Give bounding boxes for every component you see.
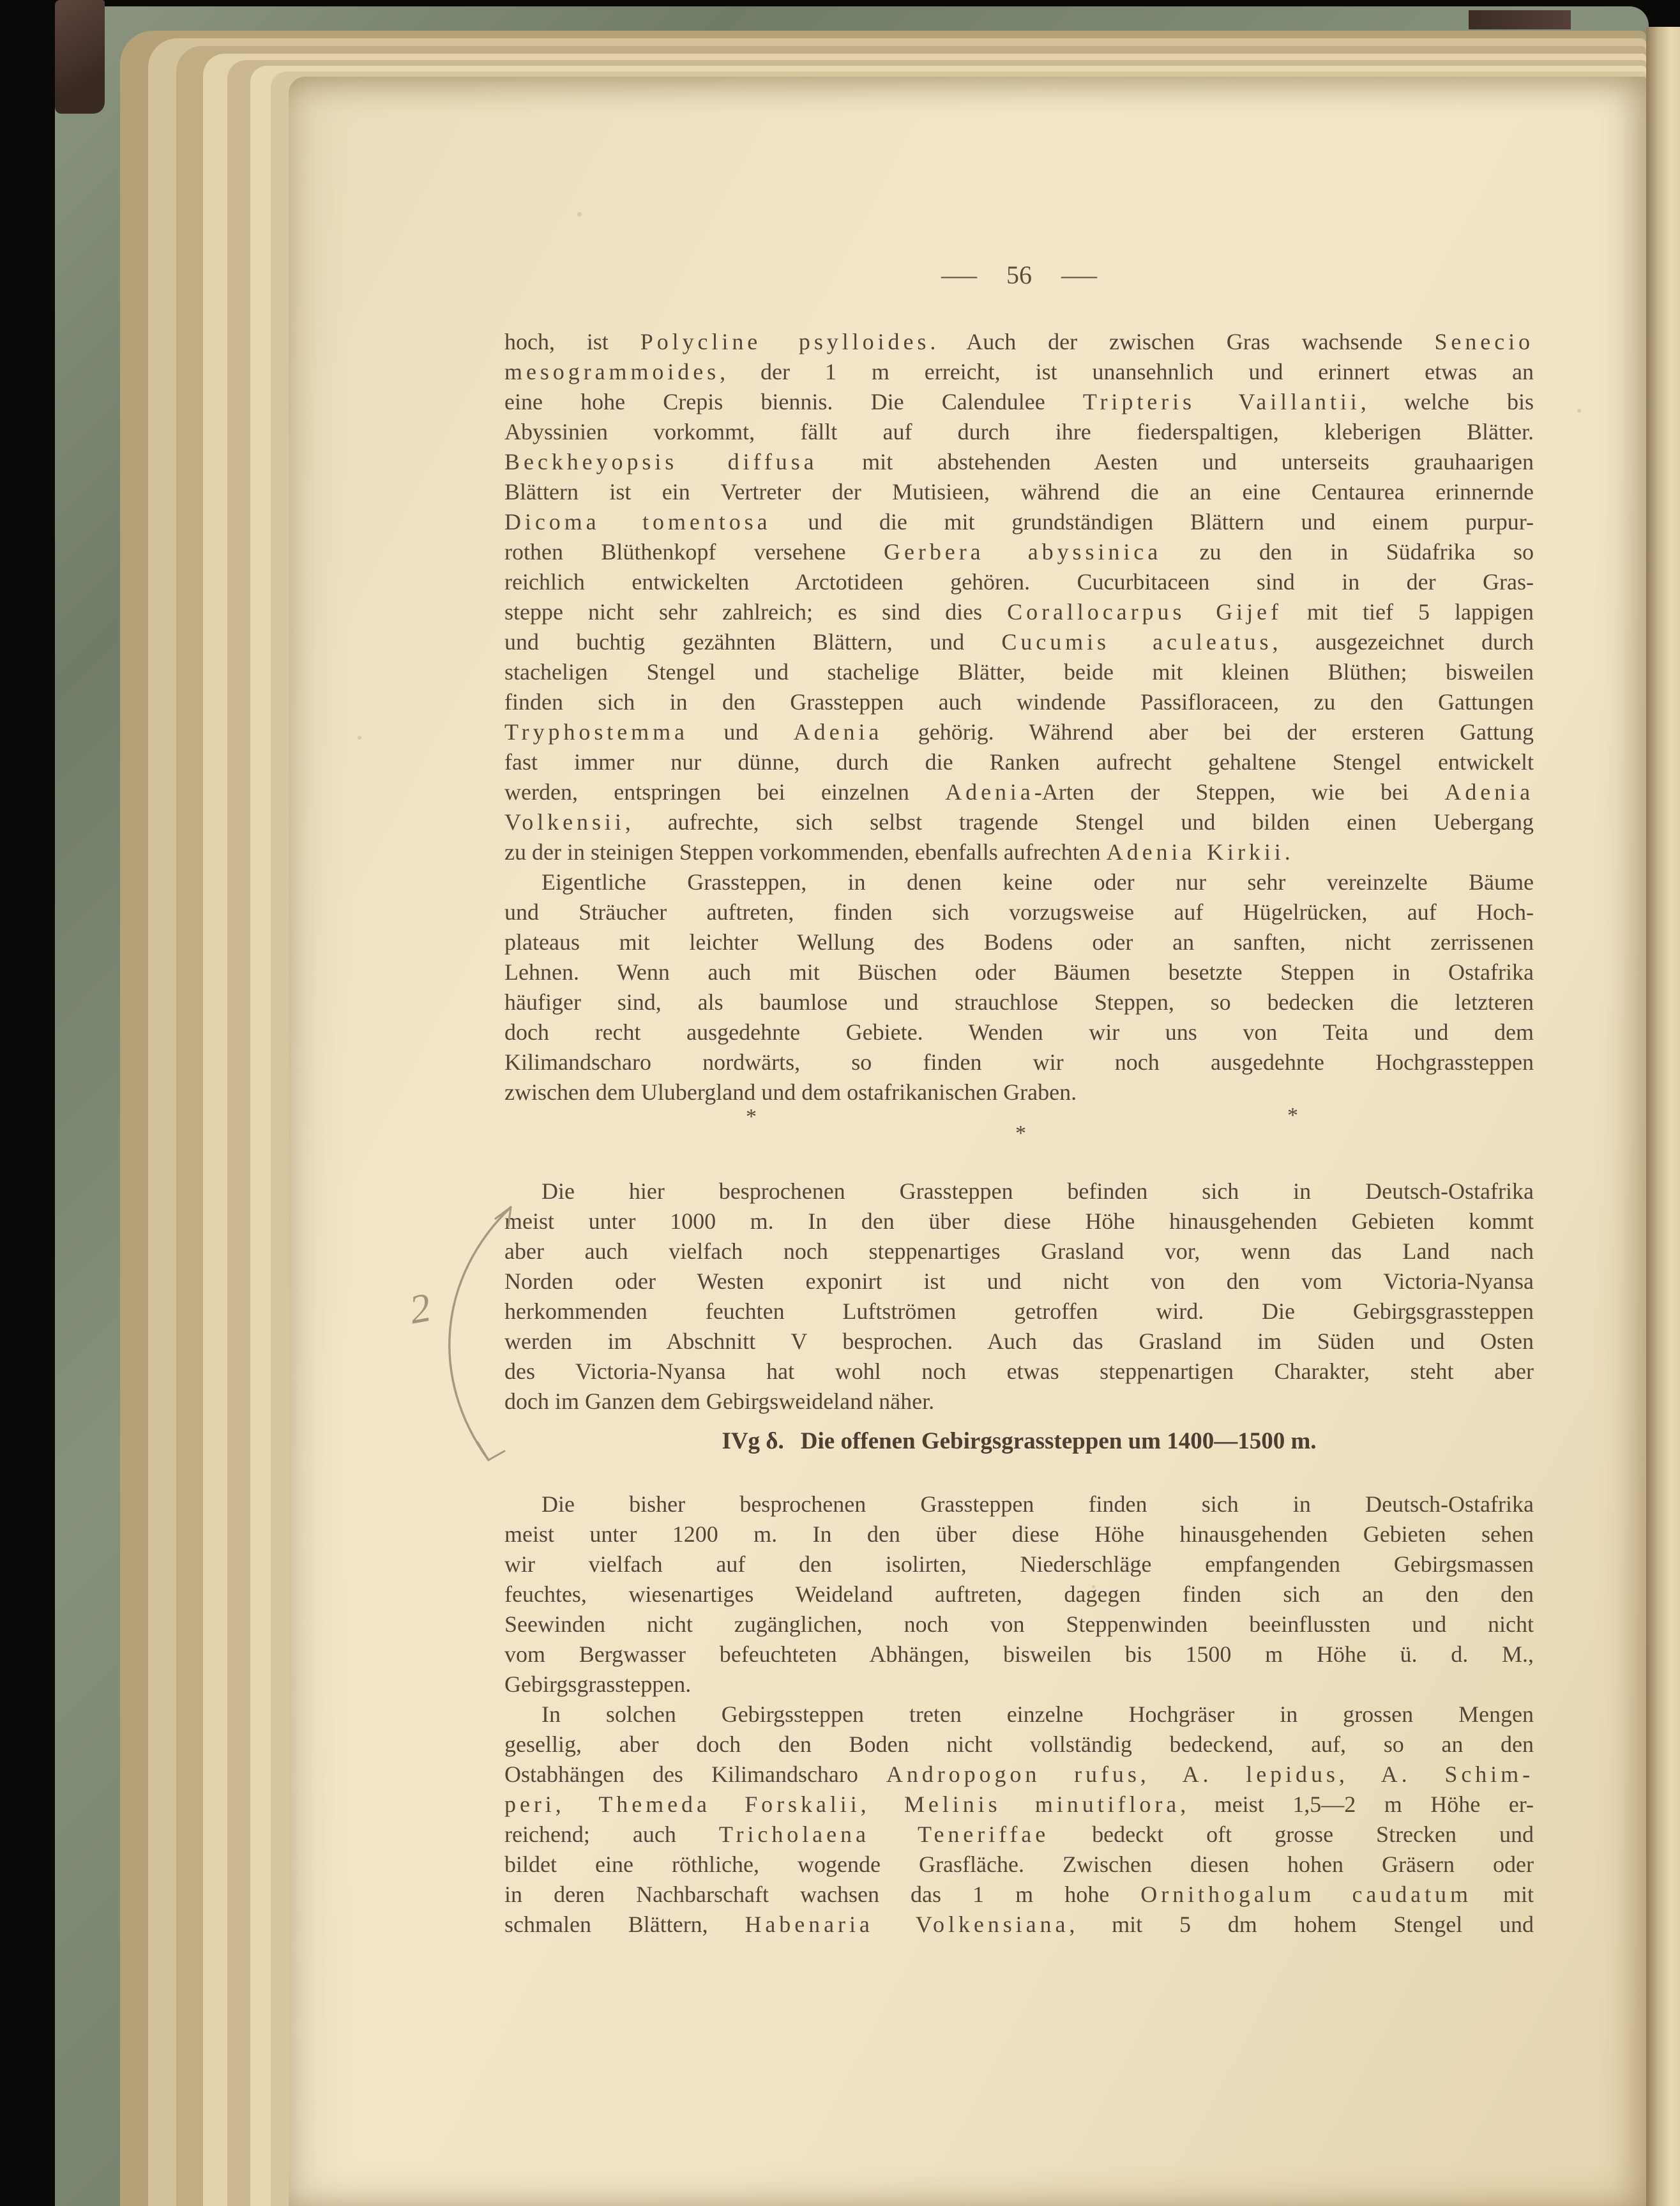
species-name: Adenia <box>945 779 1034 805</box>
text-segment: stacheligen Stengel und stachelige Blätter, beide mit kleinen Blüthen; bisweilen <box>504 659 1534 685</box>
species-name: Tricholaena Teneriffae <box>718 1822 1050 1847</box>
cover-edge <box>1469 10 1571 29</box>
text-line <box>504 1760 1534 1790</box>
text-segment: , ausgezeichnet durch <box>1272 629 1534 655</box>
text-segment: feuchtes, wiesenartiges Weideland auftreten, dagegen finden sich an den den <box>504 1581 1534 1607</box>
text-line <box>504 1880 1534 1910</box>
text-segment: doch im Ganzen dem Gebirgsweideland näher. <box>504 1388 935 1414</box>
text-line <box>504 597 1534 627</box>
text-line <box>504 747 1534 777</box>
text-segment: Eigentliche Grassteppen, in denen keine oder nur sehr vereinzelte Bäume <box>541 869 1534 895</box>
text-line <box>504 357 1534 387</box>
text-line <box>504 1639 1534 1670</box>
text-line <box>504 987 1534 1017</box>
text-line <box>504 447 1534 477</box>
paragraph-block <box>504 1176 1534 1417</box>
paragraph-block <box>504 1489 1534 1940</box>
text-line <box>504 1549 1534 1579</box>
paragraph-block <box>504 327 1534 1107</box>
text-segment: , mit 5 dm hohem Stengel und <box>1069 1912 1534 1937</box>
text-segment: doch recht ausgedehnte Gebiete. Wenden wir uns von Teita und dem <box>504 1019 1534 1045</box>
text-segment: Kilimandscharo nordwärts, so finden wir noch ausgedehnte Hochgrassteppen <box>504 1049 1534 1075</box>
text-line <box>504 1297 1534 1327</box>
species-name: Senecio <box>1434 329 1534 354</box>
text-line <box>504 327 1534 357</box>
text-segment: Abyssinien vorkommt, fällt auf durch ihre fiederspaltigen, kleberigen Blätter. <box>504 419 1534 445</box>
text-line <box>504 1387 1534 1417</box>
text-segment: in deren Nachbarschaft wachsen das 1 m hohe <box>504 1882 1141 1907</box>
text-segment: reichend; auch <box>504 1822 719 1847</box>
text-line <box>504 1267 1534 1297</box>
text-line <box>504 567 1534 597</box>
text-line <box>504 1176 1534 1206</box>
text-line <box>504 537 1534 567</box>
section-heading <box>504 1426 1534 1457</box>
species-name: peri, Themeda Forskalii, Melinis minutiflora <box>504 1791 1181 1817</box>
text-segment: finden sich in den Grassteppen auch windende Passifloraceen, zu den Gattungen <box>504 689 1534 715</box>
text-segment: werden, entspringen bei einzelnen <box>504 779 946 805</box>
text-line <box>504 717 1534 747</box>
text-segment: bedeckt oft grosse Strecken und <box>1049 1822 1534 1847</box>
text-segment: mit tief 5 lappigen <box>1282 599 1534 625</box>
text-segment: bildet eine röthliche, wogende Grasfläche. Zwischen diesen hohen Gräsern oder <box>504 1852 1534 1877</box>
pencil-arrow-annotation <box>383 1187 556 1493</box>
text-segment: schmalen Blättern, <box>504 1912 745 1937</box>
text-segment: reichlich entwickelten Arctotideen gehören. Cucurbitaceen sind in der Gras- <box>504 569 1534 595</box>
asterisk: * <box>1287 1104 1298 1127</box>
age-spot <box>358 736 361 740</box>
text-line <box>504 1850 1534 1880</box>
text-segment: , aufrechte, sich selbst tragende Stengel und bilden einen Uebergang <box>624 809 1534 835</box>
text-line <box>504 1609 1534 1639</box>
text-segment: aber auch vielfach noch steppenartiges Grasland vor, wenn das Land nach <box>504 1238 1534 1264</box>
text-segment: fast immer nur dünne, durch die Ranken aufrecht gehaltene Stengel entwickelt <box>504 749 1534 775</box>
text-segment: Seewinden nicht zugänglichen, noch von Steppenwinden beeinflussten und nicht <box>504 1611 1534 1637</box>
species-name: Polycline psylloides <box>640 329 930 354</box>
text-segment: wir vielfach auf den isolirten, Niederschläge empfangenden Gebirgsmassen <box>504 1551 1534 1577</box>
text-line <box>504 1206 1534 1236</box>
text-line <box>504 1519 1534 1549</box>
text-line <box>504 1790 1534 1820</box>
text-segment: und buchtig gezähnten Blättern, und <box>504 629 1002 655</box>
text-line <box>504 387 1534 417</box>
text-line <box>504 1910 1534 1940</box>
text-segment: und <box>688 719 794 745</box>
pencil-margin-note: 2 <box>405 1284 434 1333</box>
page-number: 56 <box>1006 260 1032 289</box>
species-name: Tryphostemma <box>504 719 688 745</box>
text-segment: gesellig, aber doch den Boden nicht vollständig bedeckend, auf, so an den <box>504 1731 1534 1757</box>
text-line <box>504 927 1534 957</box>
species-name: Andropogon rufus, A. lepidus, A. Schim- <box>886 1761 1534 1787</box>
text-line <box>504 477 1534 507</box>
text-segment: des Victoria-Nyansa hat wohl noch etwas steppenartigen Charakter, steht aber <box>504 1358 1534 1384</box>
text-segment: Blättern ist ein Vertreter der Mutisieen, während die an eine Centaurea erinnernde <box>504 479 1534 505</box>
text-line <box>504 1489 1534 1519</box>
text-segment: zwischen dem Ulubergland und dem ostafrikanischen Graben. <box>504 1079 1077 1105</box>
species-name: Corallocarpus Gijef <box>1007 599 1282 625</box>
text-segment: steppe nicht sehr zahlreich; es sind dies <box>504 599 1008 625</box>
species-name: Volkensii <box>504 809 625 835</box>
text-line <box>504 1670 1534 1700</box>
text-segment: vom Bergwasser befeuchteten Abhängen, bisweilen bis 1500 m Höhe ü. d. M., <box>504 1641 1534 1667</box>
section-number: IVg δ. <box>722 1428 784 1454</box>
text-segment: und die mit grundständigen Blättern und einem purpur- <box>771 509 1534 535</box>
asterisk: * <box>746 1105 757 1129</box>
text-segment: . <box>1284 839 1290 865</box>
species-name: Ornithogalum caudatum <box>1140 1882 1472 1907</box>
header-dash: — <box>1061 260 1097 289</box>
text-segment: rothen Blüthenkopf versehene <box>504 539 884 565</box>
section-title: Die offenen Gebirgsgrassteppen um 1400—1500 m. <box>800 1428 1317 1454</box>
text-segment: mit <box>1471 1882 1534 1907</box>
text-segment: zu den in Südafrika so <box>1162 539 1534 565</box>
text-line <box>504 1820 1534 1850</box>
text-segment: Gebirgsgrassteppen. <box>504 1671 692 1697</box>
text-segment: . Auch der zwischen Gras wachsende <box>930 329 1435 354</box>
text-line <box>504 807 1534 837</box>
text-line <box>504 897 1534 927</box>
text-segment: häufiger sind, als baumlose und strauchlose Steppen, so bedecken die letzteren <box>504 989 1534 1015</box>
text-segment: Ostabhängen des Kilimandscharo <box>504 1761 886 1787</box>
text-line <box>504 1236 1534 1267</box>
text-segment: meist unter 1200 m. In den über diese Höhe hinausgehenden Gebieten sehen <box>504 1521 1534 1547</box>
text-line <box>504 1017 1534 1047</box>
text-segment: Die bisher besprochenen Grassteppen finden sich in Deutsch-Ostafrika <box>541 1491 1534 1517</box>
text-segment: hoch, ist <box>504 329 640 354</box>
text-segment: Die hier besprochenen Grassteppen befinden sich in Deutsch-Ostafrika <box>541 1178 1534 1204</box>
text-line <box>504 1579 1534 1609</box>
text-segment: mit abstehenden Aesten und unterseits grauhaarigen <box>817 449 1534 475</box>
species-name: Beckheyopsis diffusa <box>504 449 818 475</box>
species-name: Gerbera abyssinica <box>884 539 1162 565</box>
species-name: Adenia <box>1444 779 1534 805</box>
text-line <box>504 687 1534 717</box>
header-dash: — <box>941 260 977 289</box>
text-segment: zu der in steinigen Steppen vorkommenden, ebenfalls aufrechten <box>504 839 1107 865</box>
text-segment: plateaus mit leichter Wellung des Bodens oder an sanften, nicht zerrissenen <box>504 929 1534 955</box>
text-line <box>504 1730 1534 1760</box>
age-spot <box>1577 409 1581 413</box>
text-segment: gehörig. Während aber bei der ersteren Gattung <box>882 719 1534 745</box>
text-segment: meist unter 1000 m. In den über diese Höhe hinausgehenden Gebieten kommt <box>504 1208 1534 1234</box>
text-line <box>504 657 1534 687</box>
text-line <box>504 1047 1534 1077</box>
text-segment: Norden oder Westen exponirt ist und nicht von den vom Victoria-Nyansa <box>504 1268 1534 1294</box>
text-segment: , meist 1,5—2 m Höhe er- <box>1180 1791 1534 1817</box>
text-line <box>504 777 1534 807</box>
species-name: Adenia <box>793 719 883 745</box>
text-line <box>504 957 1534 987</box>
text-segment: , der 1 m erreicht, ist unansehnlich und erinnert etwas an <box>720 359 1534 384</box>
text-line <box>504 417 1534 447</box>
text-line <box>504 837 1534 867</box>
species-name: Cucumis aculeatus <box>1001 629 1273 655</box>
species-name: Tripteris Vaillantii <box>1082 389 1361 415</box>
text-line <box>504 1357 1534 1387</box>
text-segment: herkommenden feuchten Luftströmen getroffen wird. Die Gebirgsgrassteppen <box>504 1298 1534 1324</box>
section-separator <box>504 1100 1534 1157</box>
species-name: Habenaria Volkensiana <box>745 1912 1070 1937</box>
age-spot <box>577 212 582 217</box>
text-segment: und Sträucher auftreten, finden sich vorzugsweise auf Hügelrücken, auf Hoch- <box>504 899 1534 925</box>
page-header <box>504 258 1534 291</box>
text-line <box>504 1327 1534 1357</box>
species-name: mesogrammoides <box>504 359 720 384</box>
text-line <box>504 507 1534 537</box>
text-segment: werden im Abschnitt V besprochen. Auch das Grasland im Süden und Osten <box>504 1328 1534 1354</box>
species-name: Dicoma tomentosa <box>504 509 771 535</box>
text-line <box>504 627 1534 657</box>
text-line <box>504 867 1534 897</box>
text-segment: , welche bis <box>1360 389 1534 415</box>
facing-page-edge <box>1646 27 1680 2206</box>
text-line <box>504 1700 1534 1730</box>
text-segment: -Arten der Steppen, wie bei <box>1034 779 1445 805</box>
species-name: Adenia Kirkii <box>1106 839 1285 865</box>
text-segment: In solchen Gebirgssteppen treten einzelne Hochgräser in grossen Mengen <box>541 1701 1534 1727</box>
text-segment: eine hohe Crepis biennis. Die Calendulee <box>504 389 1083 415</box>
leather-corner <box>55 0 105 114</box>
text-segment: Lehnen. Wenn auch mit Büschen oder Bäumen besetzte Steppen in Ostafrika <box>504 959 1534 985</box>
asterisk: * <box>1015 1122 1026 1145</box>
